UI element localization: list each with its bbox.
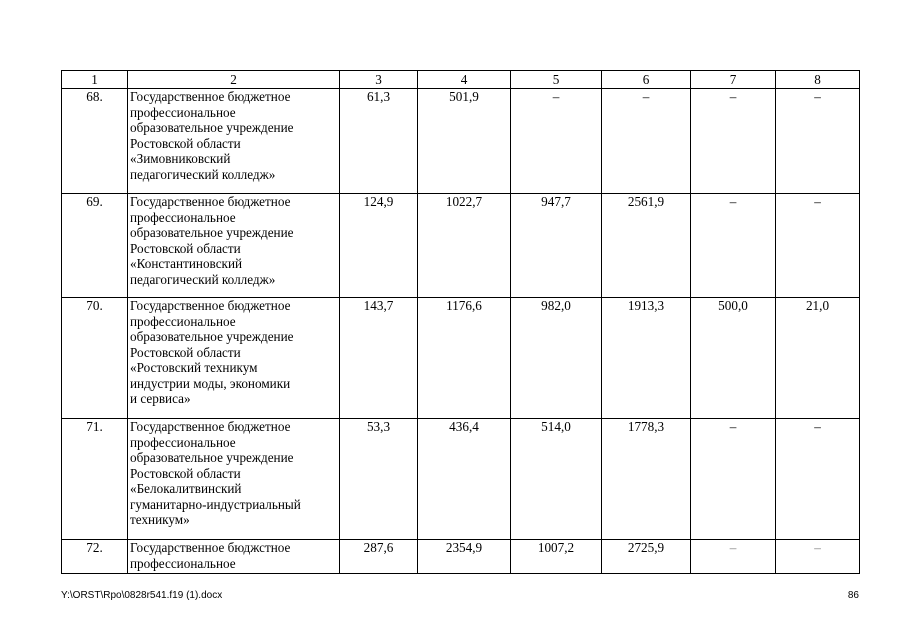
- name-line: «Белокалитвинский: [130, 481, 242, 496]
- name-line: образовательное учреждение: [130, 450, 294, 465]
- budget-table: [61, 70, 860, 574]
- value-col-3: 124,9: [340, 194, 418, 298]
- value-col-5: 1007,2: [511, 540, 602, 574]
- name-line: Государственное бюджетное: [130, 194, 291, 209]
- value-col-5: 982,0: [511, 298, 602, 419]
- name-line: гуманитарно-индустриальный: [130, 496, 301, 512]
- value-col-6: 2561,9: [602, 194, 691, 298]
- name-line: педагогический колледж»: [130, 271, 276, 287]
- value-col-8: –: [776, 194, 860, 298]
- value-col-7: –: [691, 194, 776, 298]
- table-row: [62, 419, 860, 540]
- name-line: педагогический колледж»: [130, 166, 276, 182]
- name-line: профессиональное: [130, 555, 236, 571]
- name-line: профессиональное: [130, 313, 236, 329]
- column-header-4: 4: [418, 71, 511, 89]
- name-line: Государственное бюджстное: [130, 540, 291, 555]
- name-line: Ростовской области: [130, 240, 241, 256]
- name-line: Государственное бюджетное: [130, 89, 291, 104]
- value-col-4: 1176,6: [418, 298, 511, 419]
- row-number: 68.: [62, 89, 128, 194]
- institution-name: [128, 194, 340, 298]
- row-number: 70.: [62, 298, 128, 419]
- value-col-8: 21,0: [776, 298, 860, 419]
- name-line: «Ростовский техникум: [130, 360, 258, 375]
- name-line: образовательное учреждение: [130, 329, 294, 344]
- institution-name: [128, 89, 340, 194]
- column-header-7: 7: [691, 71, 776, 89]
- name-line: индустрии моды, экономики: [130, 375, 291, 391]
- name-line: профессиональное: [130, 104, 236, 120]
- value-col-7: –: [691, 89, 776, 194]
- name-line: профессиональное: [130, 434, 236, 450]
- value-col-6: 1778,3: [602, 419, 691, 540]
- value-col-3: 143,7: [340, 298, 418, 419]
- value-col-7: –: [691, 540, 776, 574]
- value-col-6: –: [602, 89, 691, 194]
- name-line: Ростовской области: [130, 135, 241, 151]
- row-number: 71.: [62, 419, 128, 540]
- table-header-row: [62, 71, 860, 89]
- value-col-6: 2725,9: [602, 540, 691, 574]
- value-col-7: –: [691, 419, 776, 540]
- name-line: Государственное бюджетное: [130, 298, 291, 313]
- table-row: [62, 89, 860, 194]
- value-col-6: 1913,3: [602, 298, 691, 419]
- institution-name: [128, 298, 340, 419]
- name-line: техникум»: [130, 512, 190, 527]
- row-number: 72.: [62, 540, 128, 574]
- column-header-3: 3: [340, 71, 418, 89]
- table-row: [62, 540, 860, 574]
- value-col-8: –: [776, 540, 860, 574]
- column-header-2: 2: [128, 71, 340, 89]
- table-row: [62, 194, 860, 298]
- value-col-4: 501,9: [418, 89, 511, 194]
- value-col-4: 2354,9: [418, 540, 511, 574]
- name-line: Ростовской области: [130, 344, 241, 360]
- value-col-5: 514,0: [511, 419, 602, 540]
- value-col-3: 61,3: [340, 89, 418, 194]
- value-col-4: 436,4: [418, 419, 511, 540]
- name-line: «Константиновский: [130, 256, 243, 271]
- name-line: образовательное учреждение: [130, 120, 294, 135]
- value-col-7: 500,0: [691, 298, 776, 419]
- institution-name: [128, 419, 340, 540]
- institution-name: [128, 540, 340, 574]
- column-header-6: 6: [602, 71, 691, 89]
- name-line: профессиональное: [130, 209, 236, 225]
- value-col-8: –: [776, 89, 860, 194]
- name-line: образовательное учреждение: [130, 225, 294, 240]
- row-number: 69.: [62, 194, 128, 298]
- column-header-1: 1: [62, 71, 128, 89]
- footer-file-path: Y:\ORST\Rpo\0828r541.f19 (1).docx: [61, 590, 223, 601]
- value-col-5: –: [511, 89, 602, 194]
- value-col-8: –: [776, 419, 860, 540]
- column-header-5: 5: [511, 71, 602, 89]
- name-line: Государственное бюджетное: [130, 419, 291, 434]
- value-col-5: 947,7: [511, 194, 602, 298]
- value-col-3: 53,3: [340, 419, 418, 540]
- table-row: [62, 298, 860, 419]
- column-header-8: 8: [776, 71, 860, 89]
- footer-page-number: 86: [847, 590, 859, 601]
- name-line: и сервиса»: [130, 391, 191, 406]
- name-line: «Зимовниковский: [130, 151, 231, 166]
- name-line: Ростовской области: [130, 465, 241, 481]
- value-col-4: 1022,7: [418, 194, 511, 298]
- value-col-3: 287,6: [340, 540, 418, 574]
